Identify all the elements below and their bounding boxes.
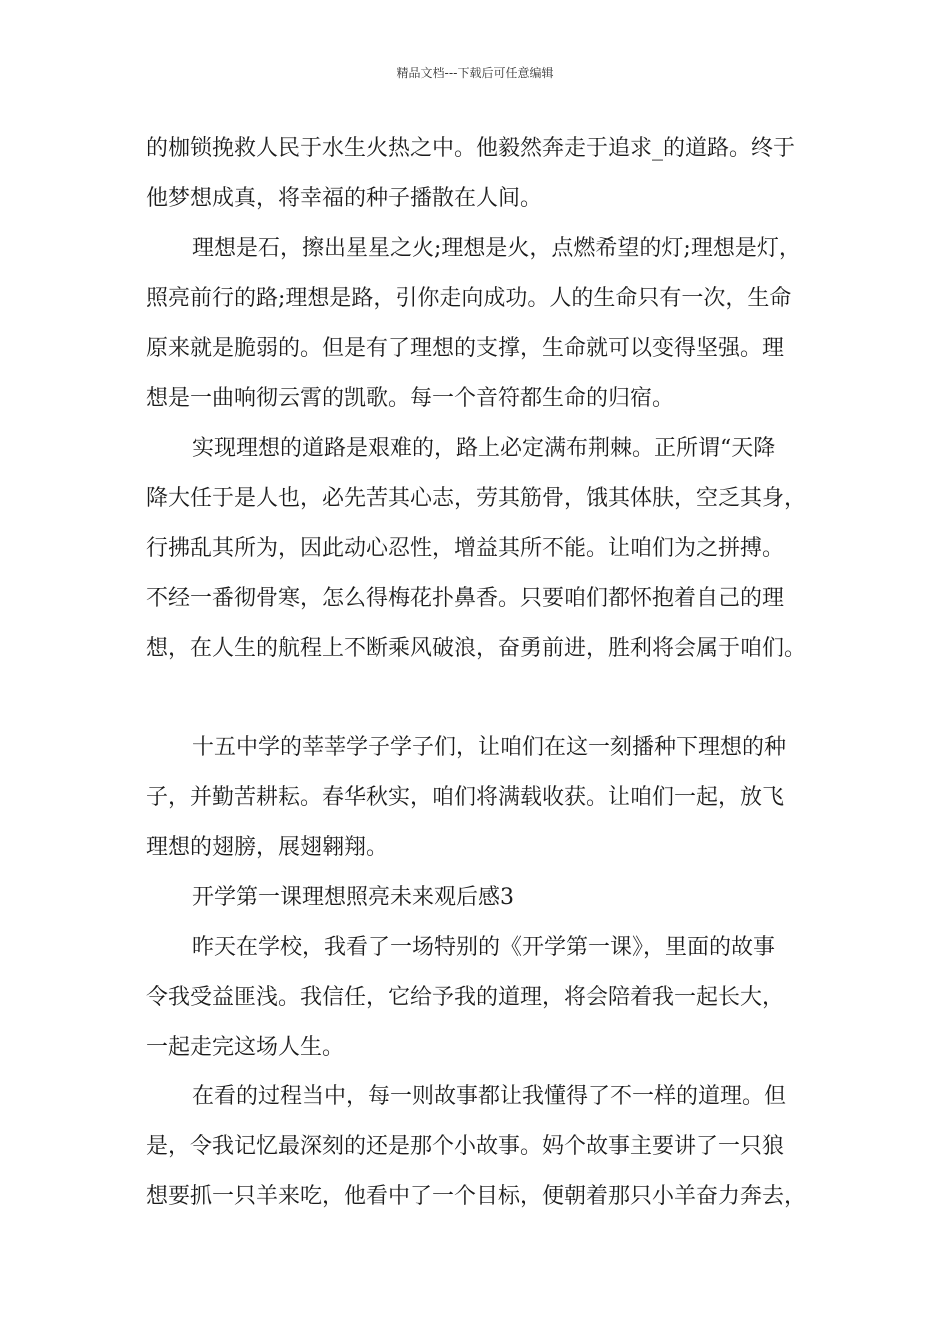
body-line: 的枷锁挽救人民于水生火热之中。他毅然奔走于追求_的道路。终于: [146, 136, 796, 161]
body-line: 想要抓一只羊来吃，他看中了一个目标，便朝着那只小羊奋力奔去，: [146, 1184, 807, 1209]
page-header: 精品文档---下载后可任意编辑: [396, 66, 554, 80]
body-line: 想是一曲响彻云霄的凯歌。每一个音符都生命的归宿。: [146, 386, 675, 411]
body-line: 令我受益匪浅。我信任，它给予我的道理，将会陪着我一起长大，: [146, 985, 785, 1010]
body-line: 理想的翅膀，展翅翱翔。: [146, 835, 389, 860]
paragraph-first-line: 实现理想的道路是艰难的，路上必定满布荆棘。正所谓“天降: [192, 436, 776, 461]
section-title: 开学第一课理想照亮未来观后感3: [192, 885, 514, 910]
paragraph-first-line: 理想是石，擦出星星之火;理想是火，点燃希望的灯;理想是灯，: [192, 236, 801, 261]
paragraph-first-line: 十五中学的莘莘学子学子们，让咱们在这一刻播种下理想的种: [192, 735, 787, 760]
paragraph-first-line: 昨天在学校，我看了一场特别的《开学第一课》，里面的故事: [192, 935, 776, 960]
body-line: 子，并勤苦耕耘。春华秋实，咱们将满载收获。让咱们一起，放飞: [146, 785, 785, 810]
body-line: 不经一番彻骨寒，怎么得梅花扑鼻香。只要咱们都怀抱着自己的理: [146, 586, 785, 611]
body-line: 是，令我记忆最深刻的还是那个小故事。妈个故事主要讲了一只狼: [146, 1134, 785, 1159]
body-line: 行拂乱其所为，因此动心忍性，增益其所不能。让咱们为之拼搏。: [146, 536, 785, 561]
body-line: 降大任于是人也，必先苦其心志，劳其筋骨，饿其体肤，空乏其身，: [146, 486, 807, 511]
paragraph-first-line: 在看的过程当中，每一则故事都让我懂得了不一样的道理。但: [192, 1084, 787, 1109]
body-line: 照亮前行的路;理想是路，引你走向成功。人的生命只有一次，生命: [146, 286, 792, 311]
body-line: 一起走完这场人生。: [146, 1035, 345, 1060]
body-line: 他梦想成真，将幸福的种子播散在人间。: [146, 186, 543, 211]
body-line: 想，在人生的航程上不断乘风破浪，奋勇前进，胜利将会属于咱们。: [146, 636, 807, 661]
body-line: 原来就是脆弱的。但是有了理想的支撑，生命就可以变得坚强。理: [146, 336, 785, 361]
